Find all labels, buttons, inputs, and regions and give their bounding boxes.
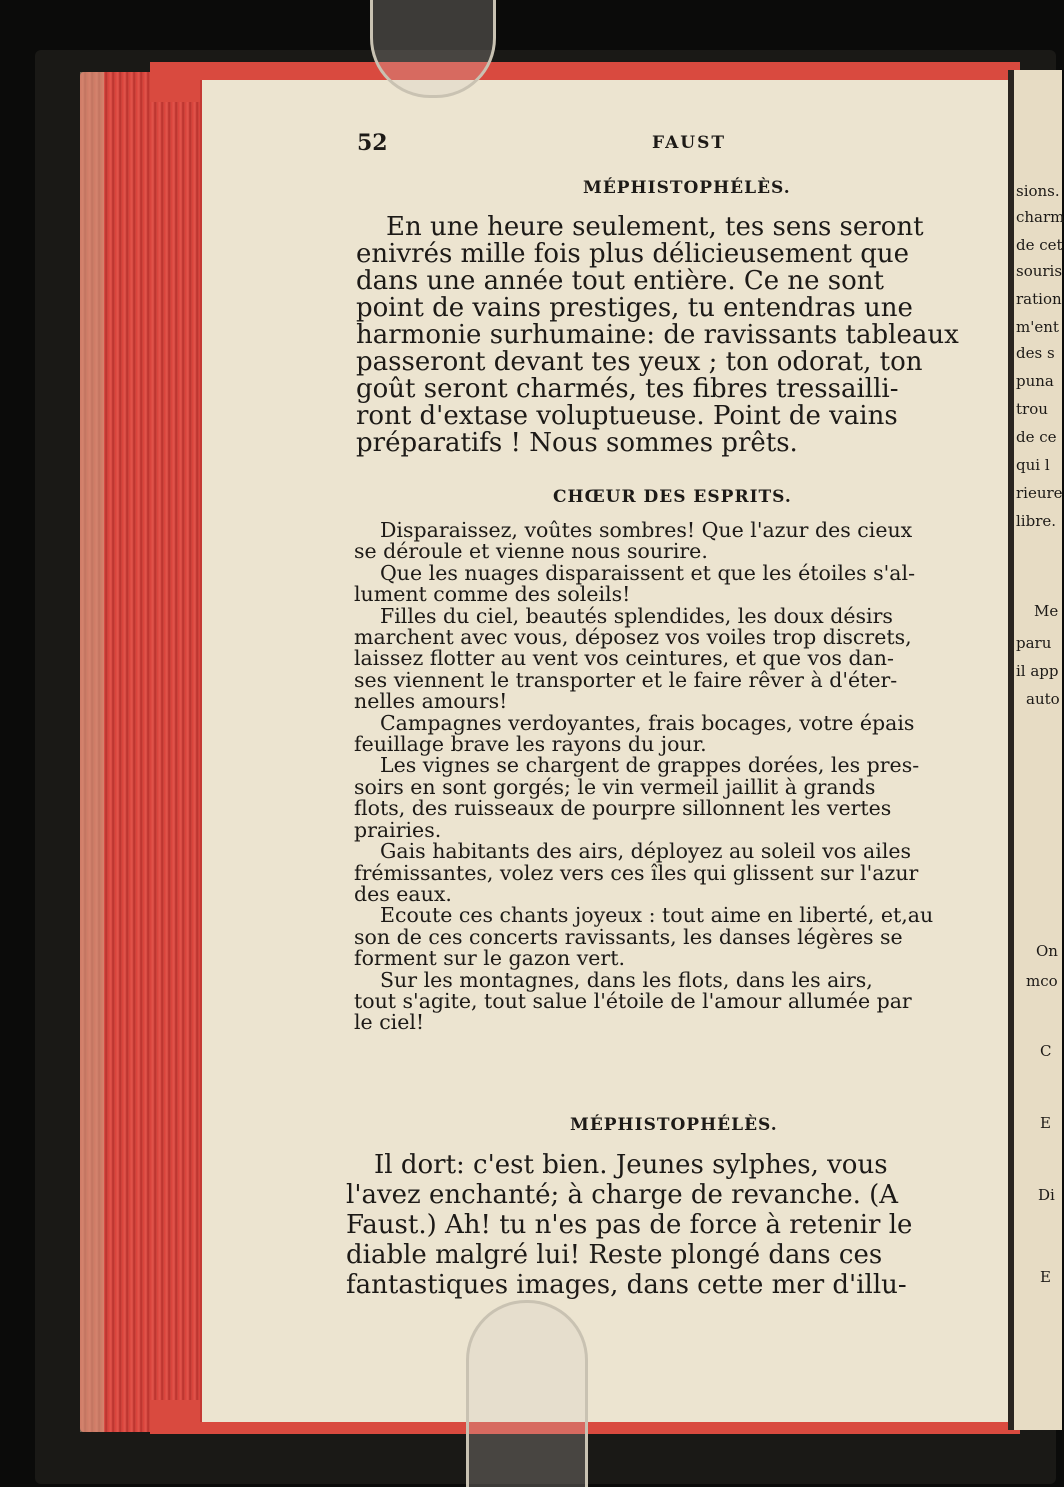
text-line: l'avez enchanté; à charge de revanche. (A	[346, 1180, 899, 1210]
text-line: Faust.) Ah! tu n'es pas de force à retenir le	[346, 1210, 913, 1240]
text-line: passeront devant tes yeux ; ton odorat, ton	[356, 347, 923, 377]
page-number: 52	[357, 130, 388, 156]
right-page-fragment: Di	[1038, 1186, 1055, 1204]
text-line: Il dort: c'est bien. Jeunes sylphes, vous	[374, 1150, 888, 1180]
text-line: marchent avec vous, déposez vos voiles trop discrets,	[354, 625, 912, 650]
paragraph-block	[346, 1150, 912, 1300]
right-page-fragment: puna	[1016, 372, 1054, 390]
text-line: Gais habitants des airs, déployez au soleil vos ailes	[380, 839, 912, 864]
text-line: Disparaissez, voûtes sombres! Que l'azur des cieux	[380, 518, 913, 542]
right-page-fragment: des s	[1016, 344, 1055, 362]
bookmark-ribbon-bottom	[466, 1300, 588, 1487]
speaker-heading: CHŒUR DES ESPRITS.	[553, 487, 792, 507]
right-page-fragment: On	[1036, 942, 1058, 960]
speaker-heading: MÉPHISTOPHÉLÈS.	[570, 1115, 778, 1135]
text-line: tout s'agite, tout salue l'étoile de l'amour allumée par	[354, 988, 912, 1013]
text-line: laissez flotter au vent vos ceintures, et que vos dan-	[354, 646, 894, 671]
text-line: harmonie surhumaine: de ravissants tableaux	[356, 320, 959, 350]
right-page-fragment: Me	[1034, 602, 1059, 620]
right-page-fragment: libre.	[1016, 512, 1057, 530]
text-line: Sur les montagnes, dans les flots, dans les airs,	[380, 967, 873, 992]
right-page-fragment: auto	[1026, 690, 1060, 708]
text-line: Filles du ciel, beautés splendides, les doux désirs	[380, 603, 893, 628]
text-line: des eaux.	[354, 881, 452, 906]
text-line: feuillage brave les rayons du jour.	[354, 732, 707, 757]
right-page-fragment: m'ent	[1016, 318, 1059, 336]
text-line: Ecoute ces chants joyeux : tout aime en liberté, et,au	[380, 903, 934, 928]
text-line: son de ces concerts ravissants, les danses légères se	[354, 924, 903, 949]
text-line: point de vains prestiges, tu entendras une	[356, 293, 913, 323]
right-page-fragment: ration	[1016, 290, 1062, 308]
right-page-fragment: C	[1040, 1042, 1052, 1060]
right-page-fragment: trou	[1016, 400, 1048, 418]
text-line: préparatifs ! Nous sommes prêts.	[356, 428, 798, 458]
right-page-fragment: paru	[1016, 634, 1052, 652]
text-line: se déroule et vienne nous sourire.	[354, 539, 708, 564]
right-page-fragment: de ce	[1016, 428, 1057, 446]
paragraph-block	[354, 520, 933, 1034]
text-line: ses viennent le transporter et le faire rêver à d'éter-	[354, 667, 898, 692]
text-line: enivrés mille fois plus délicieusement que	[356, 239, 909, 269]
right-page-fragment: E	[1040, 1268, 1051, 1286]
text-line: diable malgré lui! Reste plongé dans ces	[346, 1240, 883, 1270]
right-page-fragment: sions.	[1016, 182, 1060, 200]
text-line: goût seront charmés, tes fibres tressailli-	[356, 374, 899, 404]
right-page-fragment: charm	[1016, 208, 1064, 226]
text-line: soirs en sont gorgés; le vin vermeil jaillit à grands	[354, 774, 876, 799]
right-page-fragment: de cet	[1016, 236, 1063, 254]
text-line: ront d'extase voluptueuse. Point de vains	[356, 401, 898, 431]
text-line: dans une année tout entière. Ce ne sont	[356, 266, 884, 296]
text-line: Que les nuages disparaissent et que les étoiles s'al-	[380, 560, 915, 585]
text-line: frémissantes, volez vers ces îles qui glissent sur l'azur	[354, 860, 919, 885]
text-line: Les vignes se chargent de grappes dorées, les pres-	[380, 753, 920, 778]
text-line: nelles amours!	[354, 689, 508, 714]
text-line: flots, des ruisseaux de pourpre sillonnent les vertes	[354, 796, 892, 821]
running-title: FAUST	[652, 133, 727, 153]
speaker-heading: MÉPHISTOPHÉLÈS.	[583, 178, 791, 198]
text-line: En une heure seulement, tes sens seront	[386, 212, 924, 242]
page-edges-left	[80, 72, 220, 1432]
text-line: forment sur le gazon vert.	[354, 946, 625, 971]
text-line: fantastiques images, dans cette mer d'illu-	[346, 1270, 907, 1300]
text-line: lument comme des soleils!	[354, 582, 631, 607]
text-line: prairies.	[354, 817, 442, 842]
right-page-fragment: qui l	[1016, 456, 1050, 474]
paragraph-block	[356, 214, 959, 457]
right-page-fragment: mco	[1026, 972, 1058, 990]
right-page-fragment: souris	[1016, 262, 1063, 280]
right-page-fragment: rieure	[1016, 484, 1063, 502]
right-page-fragment: il app	[1016, 662, 1059, 680]
text-line: le ciel!	[354, 1010, 425, 1035]
text-line: Campagnes verdoyantes, frais bocages, votre épais	[380, 710, 915, 735]
right-page-fragment: E	[1040, 1114, 1051, 1132]
